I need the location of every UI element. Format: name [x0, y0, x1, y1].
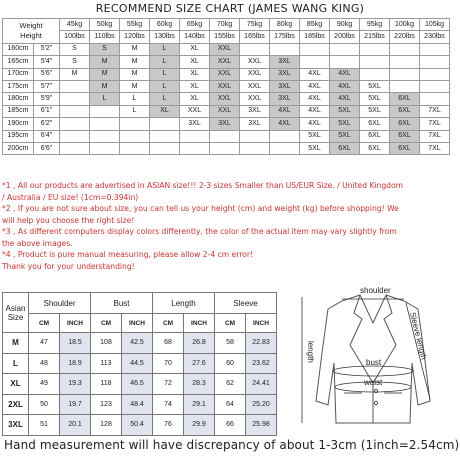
size-cell: [300, 56, 330, 68]
size-cell: 3XL: [240, 105, 270, 117]
size-cell: 4XL: [330, 80, 360, 92]
measure-value: 18.5: [60, 333, 91, 354]
measure-column-header: Shoulder: [29, 293, 91, 314]
size-cell: 5XL: [360, 80, 390, 92]
size-cell: L: [150, 56, 180, 68]
size-cell: S: [60, 56, 90, 68]
size-label: 3XL: [3, 415, 29, 436]
size-cell: 6XL: [390, 130, 420, 142]
corner-weight-height: Weight Height: [3, 19, 60, 44]
size-cell: [390, 68, 420, 80]
chart-title: RECOMMEND SIZE CHART (JAMES WANG KING): [95, 2, 365, 15]
measure-value: 62: [215, 374, 246, 395]
size-cell: XXL: [240, 68, 270, 80]
size-cell: [60, 142, 90, 154]
size-cell: XL: [180, 80, 210, 92]
size-cell: [90, 142, 120, 154]
weight-kg-header: 95kg: [360, 19, 390, 31]
measure-value: 18.9: [60, 353, 91, 374]
size-cell: 3XL: [180, 118, 210, 130]
note-line: *1 , All our products are advertised in ASIAN size!!! 2-3 sizes Smaller than US/EUR Size. / United Kingdom: [2, 181, 404, 190]
measure-value: 28.3: [184, 374, 215, 395]
size-cell: 5XL: [360, 93, 390, 105]
weight-lbs-header: 120lbs: [120, 31, 150, 43]
size-cell: [360, 43, 390, 55]
measure-row: [3, 374, 277, 395]
size-cell: [420, 93, 450, 105]
size-row: [3, 56, 450, 68]
measure-value: 48.4: [122, 394, 153, 415]
size-cell: XL: [180, 43, 210, 55]
height-cm: 165cm: [3, 56, 34, 68]
size-cell: 6XL: [390, 142, 420, 154]
size-cell: [120, 118, 150, 130]
measure-value: 50: [29, 394, 60, 415]
size-cell: XXL: [210, 43, 240, 55]
size-cell: [60, 118, 90, 130]
measure-value: 74: [153, 394, 184, 415]
weight-kg-header: 70kg: [210, 19, 240, 31]
height-cm: 170cm: [3, 68, 34, 80]
unit-header: INCH: [246, 314, 277, 333]
measure-column-header: Sleeve: [215, 293, 277, 314]
measure-value: 47: [29, 333, 60, 354]
unit-header: INCH: [122, 314, 153, 333]
measure-value: 19.3: [60, 374, 91, 395]
size-cell: M: [90, 68, 120, 80]
size-cell: XL: [180, 93, 210, 105]
size-cell: L: [120, 93, 150, 105]
note-line: *4 , Product is pure manual measuring, please allow 2-4 cm error!: [2, 250, 253, 259]
weight-kg-header: 55kg: [120, 19, 150, 31]
measure-row: [3, 415, 277, 436]
size-cell: 6XL: [390, 118, 420, 130]
size-cell: M: [120, 68, 150, 80]
weight-lbs-header: 100lbs: [60, 31, 90, 43]
size-cell: M: [120, 80, 150, 92]
size-cell: [60, 93, 90, 105]
size-cell: [180, 142, 210, 154]
size-cell: XL: [180, 56, 210, 68]
size-cell: [150, 142, 180, 154]
weight-lbs-header: 215lbs: [360, 31, 390, 43]
size-cell: [360, 56, 390, 68]
height-ft: 6'2": [34, 118, 60, 130]
footer-note: Hand measurement will have discrepancy of about 1-3cm (1inch=2.54cm): [4, 438, 460, 452]
size-row: [3, 105, 450, 117]
weight-kg-header: 60kg: [150, 19, 180, 31]
size-cell: [420, 80, 450, 92]
size-cell: 3XL: [270, 56, 300, 68]
size-cell: XXL: [240, 93, 270, 105]
size-cell: [270, 43, 300, 55]
weight-lbs-header: 230lbs: [420, 31, 450, 43]
measure-value: 29.1: [184, 394, 215, 415]
size-cell: [90, 105, 120, 117]
size-cell: [270, 130, 300, 142]
weight-lbs-header: 165lbs: [240, 31, 270, 43]
size-cell: 7XL: [420, 130, 450, 142]
height-ft: 5'2": [34, 43, 60, 55]
size-row: [3, 93, 450, 105]
measure-value: 25.98: [246, 415, 277, 436]
size-cell: [210, 142, 240, 154]
size-cell: XXL: [240, 80, 270, 92]
size-cell: M: [60, 68, 90, 80]
measure-value: 49: [29, 374, 60, 395]
size-cell: L: [150, 93, 180, 105]
size-cell: [420, 68, 450, 80]
size-cell: 6XL: [360, 142, 390, 154]
height-ft: 5'9": [34, 93, 60, 105]
size-cell: [120, 130, 150, 142]
weight-lbs-header: 155lbs: [210, 31, 240, 43]
size-cell: 4XL: [270, 118, 300, 130]
size-cell: 5XL: [330, 130, 360, 142]
size-cell: 7XL: [420, 142, 450, 154]
height-ft: 6'6": [34, 142, 60, 154]
length-label: length: [306, 341, 315, 363]
size-row: [3, 118, 450, 130]
measure-value: 29.9: [184, 415, 215, 436]
measure-value: 50.4: [122, 415, 153, 436]
note-line: *3 , As different computers display colors differently, the color of the actual item may vary slightly from: [2, 227, 397, 236]
size-cell: [270, 142, 300, 154]
note-line: the above images.: [2, 238, 73, 248]
size-cell: M: [90, 56, 120, 68]
notes: [2, 180, 458, 272]
size-cell: [330, 43, 360, 55]
size-cell: [210, 130, 240, 142]
weight-lbs-header: 130lbs: [150, 31, 180, 43]
measure-value: 44.5: [122, 353, 153, 374]
measure-value: 46.5: [122, 374, 153, 395]
size-cell: 5XL: [330, 118, 360, 130]
measure-value: 26.8: [184, 333, 215, 354]
weight-lbs-header: 185lbs: [300, 31, 330, 43]
weight-kg-header: 50kg: [90, 19, 120, 31]
weight-kg-header: 85kg: [300, 19, 330, 31]
unit-header: CM: [29, 314, 60, 333]
weight-kg-header: 65kg: [180, 19, 210, 31]
size-cell: XXL: [210, 56, 240, 68]
measure-value: 25.20: [246, 394, 277, 415]
size-cell: [390, 56, 420, 68]
measure-value: 128: [91, 415, 122, 436]
waist-label: waist: [364, 378, 383, 387]
height-cm: 200cm: [3, 142, 34, 154]
size-cell: 5XL: [300, 130, 330, 142]
size-row: [3, 130, 450, 142]
weight-lbs-header: 220lbs: [390, 31, 420, 43]
size-cell: XXL: [210, 68, 240, 80]
unit-header: INCH: [60, 314, 91, 333]
measure-value: 24.41: [246, 374, 277, 395]
measure-column-header: Bust: [91, 293, 153, 314]
unit-header: CM: [215, 314, 246, 333]
size-cell: [420, 56, 450, 68]
sleeve-length-label: Sleeve length: [408, 311, 429, 361]
size-cell: 4XL: [330, 68, 360, 80]
size-cell: 7XL: [420, 118, 450, 130]
size-cell: 4XL: [300, 118, 330, 130]
height-ft: 5'7": [34, 80, 60, 92]
unit-header: CM: [153, 314, 184, 333]
size-label: XL: [3, 374, 29, 395]
size-cell: S: [60, 43, 90, 55]
size-cell: XXL: [180, 105, 210, 117]
size-cell: [420, 43, 450, 55]
height-cm: 175cm: [3, 80, 34, 92]
size-cell: XXL: [240, 56, 270, 68]
size-row: [3, 142, 450, 154]
size-label: 2XL: [3, 394, 29, 415]
size-cell: 5XL: [300, 142, 330, 154]
size-label: M: [3, 333, 29, 354]
height-ft: 6'1": [34, 105, 60, 117]
size-cell: L: [120, 105, 150, 117]
weight-kg-header: 45kg: [60, 19, 90, 31]
size-cell: S: [90, 43, 120, 55]
size-cell: [90, 130, 120, 142]
measure-value: 22.83: [246, 333, 277, 354]
measure-value: 48: [29, 353, 60, 374]
size-cell: 4XL: [270, 105, 300, 117]
size-cell: [150, 130, 180, 142]
size-cell: 7XL: [420, 105, 450, 117]
measure-value: 113: [91, 353, 122, 374]
height-cm: 185cm: [3, 105, 34, 117]
size-cell: [240, 43, 270, 55]
measure-row: [3, 353, 277, 374]
size-cell: [360, 68, 390, 80]
note-line: *2 , If you are not sure about size, you can tell us your height (cm) and weight (kg) before shopping! We: [2, 204, 399, 213]
weight-lbs-header: 175lbs: [270, 31, 300, 43]
size-cell: 4XL: [300, 93, 330, 105]
size-cell: 5XL: [330, 105, 360, 117]
size-cell: [90, 118, 120, 130]
size-cell: 6XL: [360, 130, 390, 142]
size-cell: 6XL: [330, 142, 360, 154]
size-cell: 6XL: [390, 93, 420, 105]
size-cell: L: [90, 93, 120, 105]
size-cell: [180, 130, 210, 142]
weight-kg-header: 100kg: [390, 19, 420, 31]
measure-value: 108: [91, 333, 122, 354]
measure-value: 70: [153, 353, 184, 374]
size-cell: 4XL: [330, 93, 360, 105]
measure-value: 72: [153, 374, 184, 395]
size-row: [3, 68, 450, 80]
size-cell: L: [150, 43, 180, 55]
height-ft: 5'4": [34, 56, 60, 68]
size-cell: 3XL: [270, 93, 300, 105]
height-cm: 195cm: [3, 130, 34, 142]
weight-kg-header: 105kg: [420, 19, 450, 31]
size-cell: M: [120, 43, 150, 55]
size-cell: L: [150, 68, 180, 80]
height-cm: 160cm: [3, 43, 34, 55]
size-cell: 3XL: [240, 118, 270, 130]
measure-value: 66: [215, 415, 246, 436]
measure-value: 68: [153, 333, 184, 354]
height-ft: 5'6": [34, 68, 60, 80]
size-row: [3, 43, 450, 55]
jacket-diagram: [290, 283, 456, 433]
size-cell: 5XL: [360, 105, 390, 117]
size-cell: M: [90, 80, 120, 92]
height-cm: 180cm: [3, 93, 34, 105]
size-cell: XXL: [210, 80, 240, 92]
size-cell: 4XL: [300, 105, 330, 117]
measure-value: 23.62: [246, 353, 277, 374]
weight-kg-header: 90kg: [330, 19, 360, 31]
size-row: [3, 80, 450, 92]
size-cell: 6XL: [390, 105, 420, 117]
size-cell: 4XL: [300, 80, 330, 92]
measure-value: 118: [91, 374, 122, 395]
measure-row: [3, 333, 277, 354]
size-cell: [60, 80, 90, 92]
note-line: / Australia / EU size! (1cm=0.394in): [2, 192, 139, 202]
measure-value: 58: [215, 333, 246, 354]
height-ft: 6'4": [34, 130, 60, 142]
size-cell: [330, 56, 360, 68]
measurement-table: [2, 292, 277, 436]
bust-label: bust: [366, 358, 382, 367]
size-cell: [390, 80, 420, 92]
size-cell: [150, 118, 180, 130]
measure-value: 19.7: [60, 394, 91, 415]
size-cell: [120, 142, 150, 154]
weight-lbs-header: 140lbs: [180, 31, 210, 43]
size-chart-table: [2, 18, 450, 155]
weight-lbs-header: 200lbs: [330, 31, 360, 43]
size-cell: [300, 43, 330, 55]
measure-value: 42.5: [122, 333, 153, 354]
asian-size-header: Asian Size: [3, 293, 29, 333]
measure-column-header: Length: [153, 293, 215, 314]
size-cell: [240, 130, 270, 142]
size-cell: [60, 105, 90, 117]
size-cell: XXL: [210, 93, 240, 105]
size-cell: XXL: [210, 105, 240, 117]
weight-kg-header: 80kg: [270, 19, 300, 31]
size-cell: M: [120, 56, 150, 68]
size-cell: 3XL: [270, 80, 300, 92]
size-label: L: [3, 353, 29, 374]
size-cell: 4XL: [300, 68, 330, 80]
size-cell: [390, 43, 420, 55]
measure-value: 64: [215, 394, 246, 415]
note-line: Thank you for your understanding!: [2, 261, 135, 271]
measure-value: 27.6: [184, 353, 215, 374]
size-cell: [60, 130, 90, 142]
measure-value: 20.1: [60, 415, 91, 436]
shoulder-label: shoulder: [360, 286, 391, 295]
unit-header: CM: [91, 314, 122, 333]
measure-value: 123: [91, 394, 122, 415]
size-cell: L: [150, 80, 180, 92]
measure-value: 76: [153, 415, 184, 436]
height-cm: 190cm: [3, 118, 34, 130]
weight-lbs-header: 110lbs: [90, 31, 120, 43]
size-cell: 6XL: [360, 118, 390, 130]
unit-header: INCH: [184, 314, 215, 333]
note-line: will help you choose the right size!: [2, 215, 135, 225]
weight-kg-header: 75kg: [240, 19, 270, 31]
size-cell: 3XL: [270, 68, 300, 80]
size-cell: XL: [180, 68, 210, 80]
size-cell: XL: [150, 105, 180, 117]
measure-row: [3, 394, 277, 415]
measure-value: 51: [29, 415, 60, 436]
measure-value: 60: [215, 353, 246, 374]
size-cell: 3XL: [210, 118, 240, 130]
size-cell: [240, 142, 270, 154]
